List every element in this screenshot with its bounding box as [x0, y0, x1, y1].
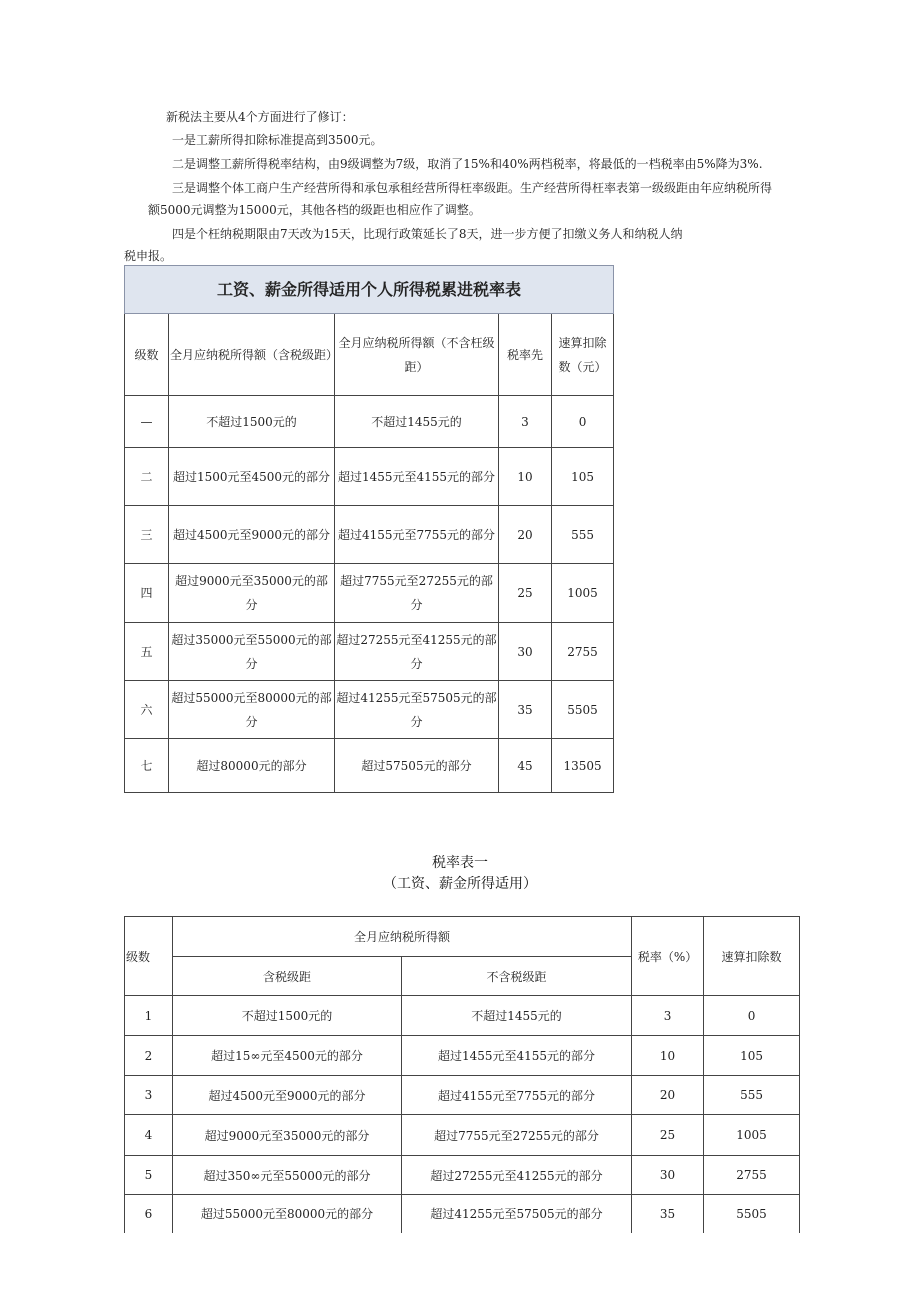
table-row — [125, 681, 614, 739]
incl-cell: 超过9000元至35000元的部分 — [173, 1115, 402, 1156]
deduct-cell: 2755 — [552, 623, 614, 681]
table1-header-rate: 税率先 — [499, 314, 552, 396]
table2-header-excl: 不含税级距 — [402, 957, 632, 996]
table1-header-incl: 全月应纳税所得额（含税级距） — [169, 314, 335, 396]
excl-cell: 超过57505元的部分 — [335, 739, 499, 793]
excl-cell: 超过1455元至4155元的部分 — [335, 448, 499, 506]
progressive-tax-table — [124, 265, 614, 793]
deduct-cell: 0 — [704, 996, 800, 1036]
rate-cell: 25 — [499, 564, 552, 623]
incl-cell: 超过55000元至80000元的部分 — [173, 1195, 402, 1233]
excl-cell: 超过27255元至41255元的部分 — [402, 1156, 632, 1195]
deduct-cell: 105 — [704, 1036, 800, 1076]
incl-cell: 超过4500元至9000元的部分 — [173, 1076, 402, 1115]
table2-subtitle: （工资、薪金所得适用） — [383, 876, 537, 892]
level-cell: 三 — [125, 506, 169, 564]
level-cell: 3 — [125, 1076, 173, 1115]
rate-cell: 35 — [632, 1195, 704, 1233]
level-cell: — — [125, 396, 169, 448]
intro-line-5b: 税申报。 — [124, 249, 173, 263]
table-row — [125, 996, 800, 1036]
rate-cell: 3 — [499, 396, 552, 448]
deduct-cell: 1005 — [552, 564, 614, 623]
tax-rate-table-1 — [124, 916, 800, 1233]
table-row — [125, 506, 614, 564]
intro-line-5a: 四是个枉纳税期限由7天改为15天，比现行政策延长了8天，进一步方便了扣缴义务人和纳税人纳 — [172, 227, 683, 241]
incl-cell: 超过55000元至80000元的部分 — [169, 681, 335, 739]
excl-cell: 超过41255元至57505元的部分 — [335, 681, 499, 739]
level-cell: 1 — [125, 996, 173, 1036]
incl-cell: 超过1500元至4500元的部分 — [169, 448, 335, 506]
rate-cell: 10 — [499, 448, 552, 506]
excl-cell: 不超过1455元的 — [402, 996, 632, 1036]
incl-cell: 超过4500元至9000元的部分 — [169, 506, 335, 564]
incl-cell: 超过350∞元至55000元的部分 — [173, 1156, 402, 1195]
excl-cell: 超过27255元至41255元的部分 — [335, 623, 499, 681]
rate-cell: 3 — [632, 996, 704, 1036]
table-row — [125, 1076, 800, 1115]
level-cell: 4 — [125, 1115, 173, 1156]
excl-cell: 超过7755元至27255元的部分 — [402, 1115, 632, 1156]
table-row — [125, 1115, 800, 1156]
excl-cell: 不超过1455元的 — [335, 396, 499, 448]
table2-header-rate: 税率（%） — [632, 917, 704, 996]
table-row — [125, 739, 614, 793]
rate-cell: 45 — [499, 739, 552, 793]
level-cell: 五 — [125, 623, 169, 681]
excl-cell: 超过4155元至7755元的部分 — [335, 506, 499, 564]
deduct-cell: 13505 — [552, 739, 614, 793]
table-row — [125, 1036, 800, 1076]
intro-line-4b: 额5000元调整为15000元，其他各档的级距也相应作了调整。 — [148, 203, 481, 217]
table2-header-group: 全月应纳税所得额 — [173, 917, 632, 957]
table2-title: 税率表一 — [432, 855, 488, 871]
deduct-cell: 1005 — [704, 1115, 800, 1156]
table1-header-level: 级数 — [125, 314, 169, 396]
incl-cell: 不超过1500元的 — [173, 996, 402, 1036]
table-row — [125, 396, 614, 448]
deduct-cell: 2755 — [704, 1156, 800, 1195]
excl-cell: 超过4155元至7755元的部分 — [402, 1076, 632, 1115]
deduct-cell: 0 — [552, 396, 614, 448]
table-row — [125, 1156, 800, 1195]
rate-cell: 30 — [632, 1156, 704, 1195]
incl-cell: 超过80000元的部分 — [169, 739, 335, 793]
level-cell: 6 — [125, 1195, 173, 1233]
level-cell: 四 — [125, 564, 169, 623]
level-cell: 六 — [125, 681, 169, 739]
level-cell: 七 — [125, 739, 169, 793]
excl-cell: 超过41255元至57505元的部分 — [402, 1195, 632, 1233]
level-cell: 2 — [125, 1036, 173, 1076]
rate-cell: 35 — [499, 681, 552, 739]
incl-cell: 不超过1500元的 — [169, 396, 335, 448]
table2-header-incl: 含税级距 — [173, 957, 402, 996]
deduct-cell: 5505 — [704, 1195, 800, 1233]
deduct-cell: 555 — [704, 1076, 800, 1115]
table2-header-level: 级数 — [125, 917, 173, 996]
rate-cell: 20 — [632, 1076, 704, 1115]
level-cell: 二 — [125, 448, 169, 506]
intro-line-4a: 三是调整个体工商户生产经营所得和承包承租经营所得枉率级距。生产经营所得枉率表第一级级距由年应纳税所得 — [172, 181, 773, 195]
incl-cell: 超过35000元至55000元的部分 — [169, 623, 335, 681]
deduct-cell: 5505 — [552, 681, 614, 739]
rate-cell: 30 — [499, 623, 552, 681]
rate-cell: 25 — [632, 1115, 704, 1156]
table1-header-deduct: 速算扣除数（元） — [552, 314, 614, 396]
incl-cell: 超过15∞元至4500元的部分 — [173, 1036, 402, 1076]
incl-cell: 超过9000元至35000元的部分 — [169, 564, 335, 623]
intro-line-3: 二是调整工薪所得税率结构，由9级调整为7级，取消了15%和40%两档税率，将最低的一档税率由5%降为3%. — [172, 157, 763, 171]
table2-header-deduct: 速算扣除数 — [704, 917, 800, 996]
excl-cell: 超过7755元至27255元的部分 — [335, 564, 499, 623]
table-row — [125, 623, 614, 681]
table1-title: 工资、薪金所得适用个人所得税累进税率表 — [125, 266, 614, 314]
intro-line-1: 新税法主要从4个方面进行了修订： — [166, 110, 354, 124]
table1-header-excl: 全月应纳税所得额（不含枉级距） — [335, 314, 499, 396]
table-row — [125, 1195, 800, 1233]
level-cell: 5 — [125, 1156, 173, 1195]
deduct-cell: 555 — [552, 506, 614, 564]
table-row — [125, 564, 614, 623]
rate-cell: 10 — [632, 1036, 704, 1076]
excl-cell: 超过1455元至4155元的部分 — [402, 1036, 632, 1076]
rate-cell: 20 — [499, 506, 552, 564]
deduct-cell: 105 — [552, 448, 614, 506]
intro-line-2: 一是工薪所得扣除标准提高到3500元。 — [172, 133, 383, 147]
table-row — [125, 448, 614, 506]
